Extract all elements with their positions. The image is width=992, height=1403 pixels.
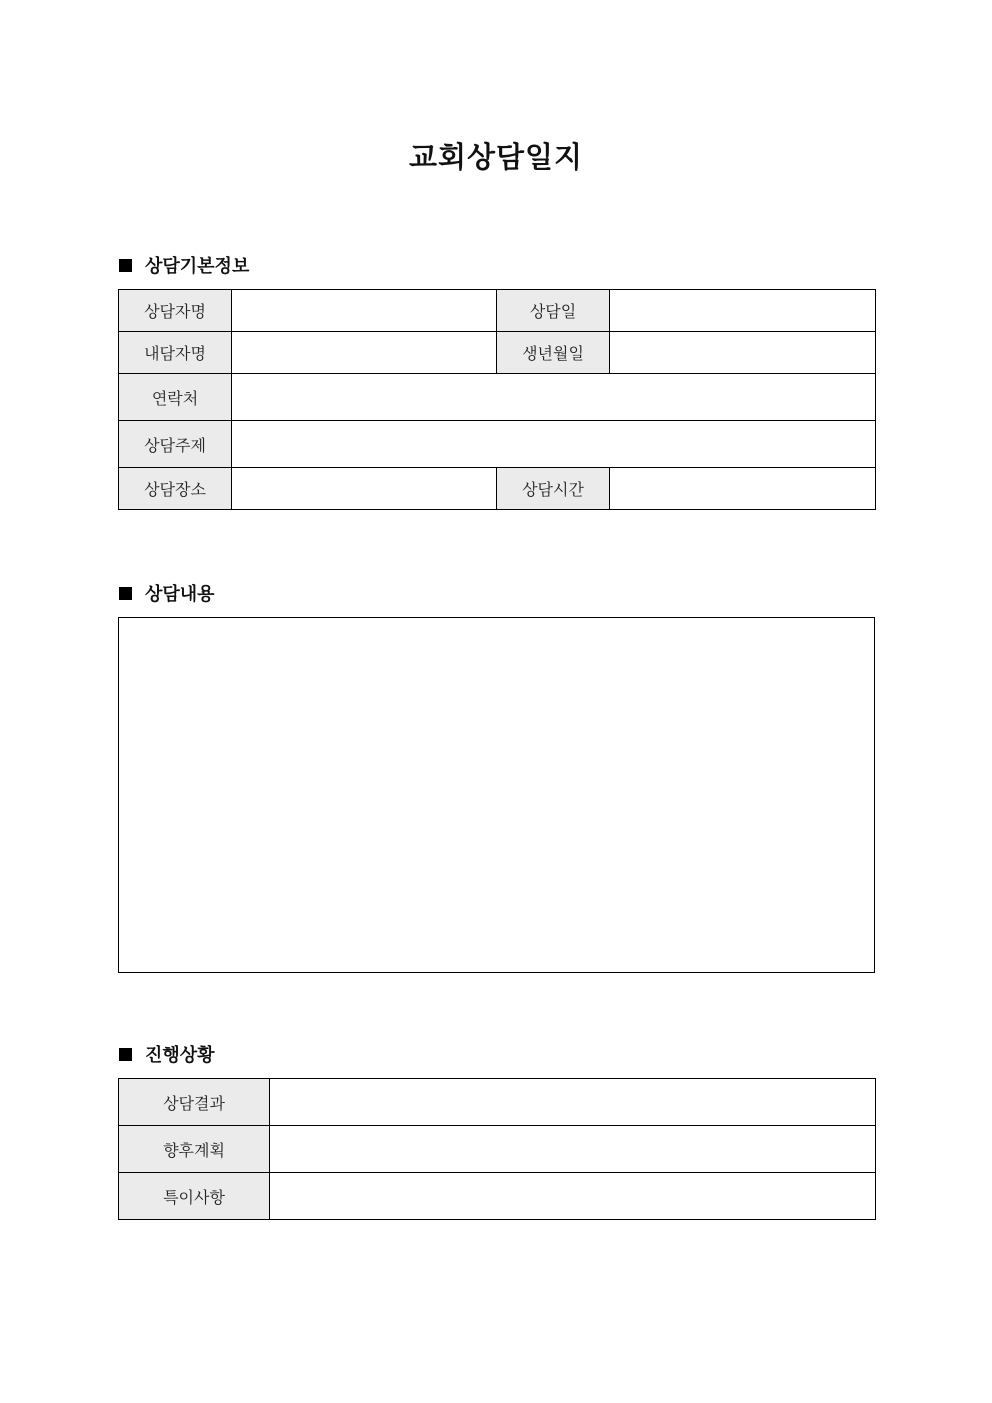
contact-label: 연락처	[119, 374, 232, 421]
section-heading-progress	[119, 1041, 215, 1067]
topic-field[interactable]	[232, 421, 876, 468]
square-bullet-icon	[119, 1048, 132, 1061]
square-bullet-icon	[119, 587, 132, 600]
section-heading-content	[119, 580, 215, 606]
counsel-date-label: 상담일	[497, 290, 610, 332]
section-heading-label: 진행상황	[145, 1045, 215, 1066]
section-heading-basic-info	[119, 252, 249, 278]
notes-field[interactable]	[270, 1173, 876, 1220]
plan-field[interactable]	[270, 1126, 876, 1173]
document-title: 교회상담일지	[408, 140, 584, 174]
progress-table	[118, 1078, 876, 1220]
counselor-name-label: 상담자명	[119, 290, 232, 332]
counsel-date-field[interactable]	[610, 290, 876, 332]
counsel-content-field[interactable]	[118, 617, 875, 973]
basic-info-table	[118, 289, 876, 510]
client-name-field[interactable]	[232, 332, 497, 374]
contact-field[interactable]	[232, 374, 876, 421]
section-heading-label: 상담기본정보	[145, 256, 250, 277]
result-field[interactable]	[270, 1079, 876, 1126]
topic-label: 상담주제	[119, 421, 232, 468]
result-label: 상담결과	[119, 1079, 270, 1126]
plan-label: 향후계획	[119, 1126, 270, 1173]
time-field[interactable]	[610, 468, 876, 510]
place-label: 상담장소	[119, 468, 232, 510]
counselor-name-field[interactable]	[232, 290, 497, 332]
time-label: 상담시간	[497, 468, 610, 510]
birth-date-field[interactable]	[610, 332, 876, 374]
client-name-label: 내담자명	[119, 332, 232, 374]
notes-label: 특이사항	[119, 1173, 270, 1220]
square-bullet-icon	[119, 259, 132, 272]
place-field[interactable]	[232, 468, 497, 510]
section-heading-label: 상담내용	[145, 584, 215, 605]
birth-date-label: 생년월일	[497, 332, 610, 374]
